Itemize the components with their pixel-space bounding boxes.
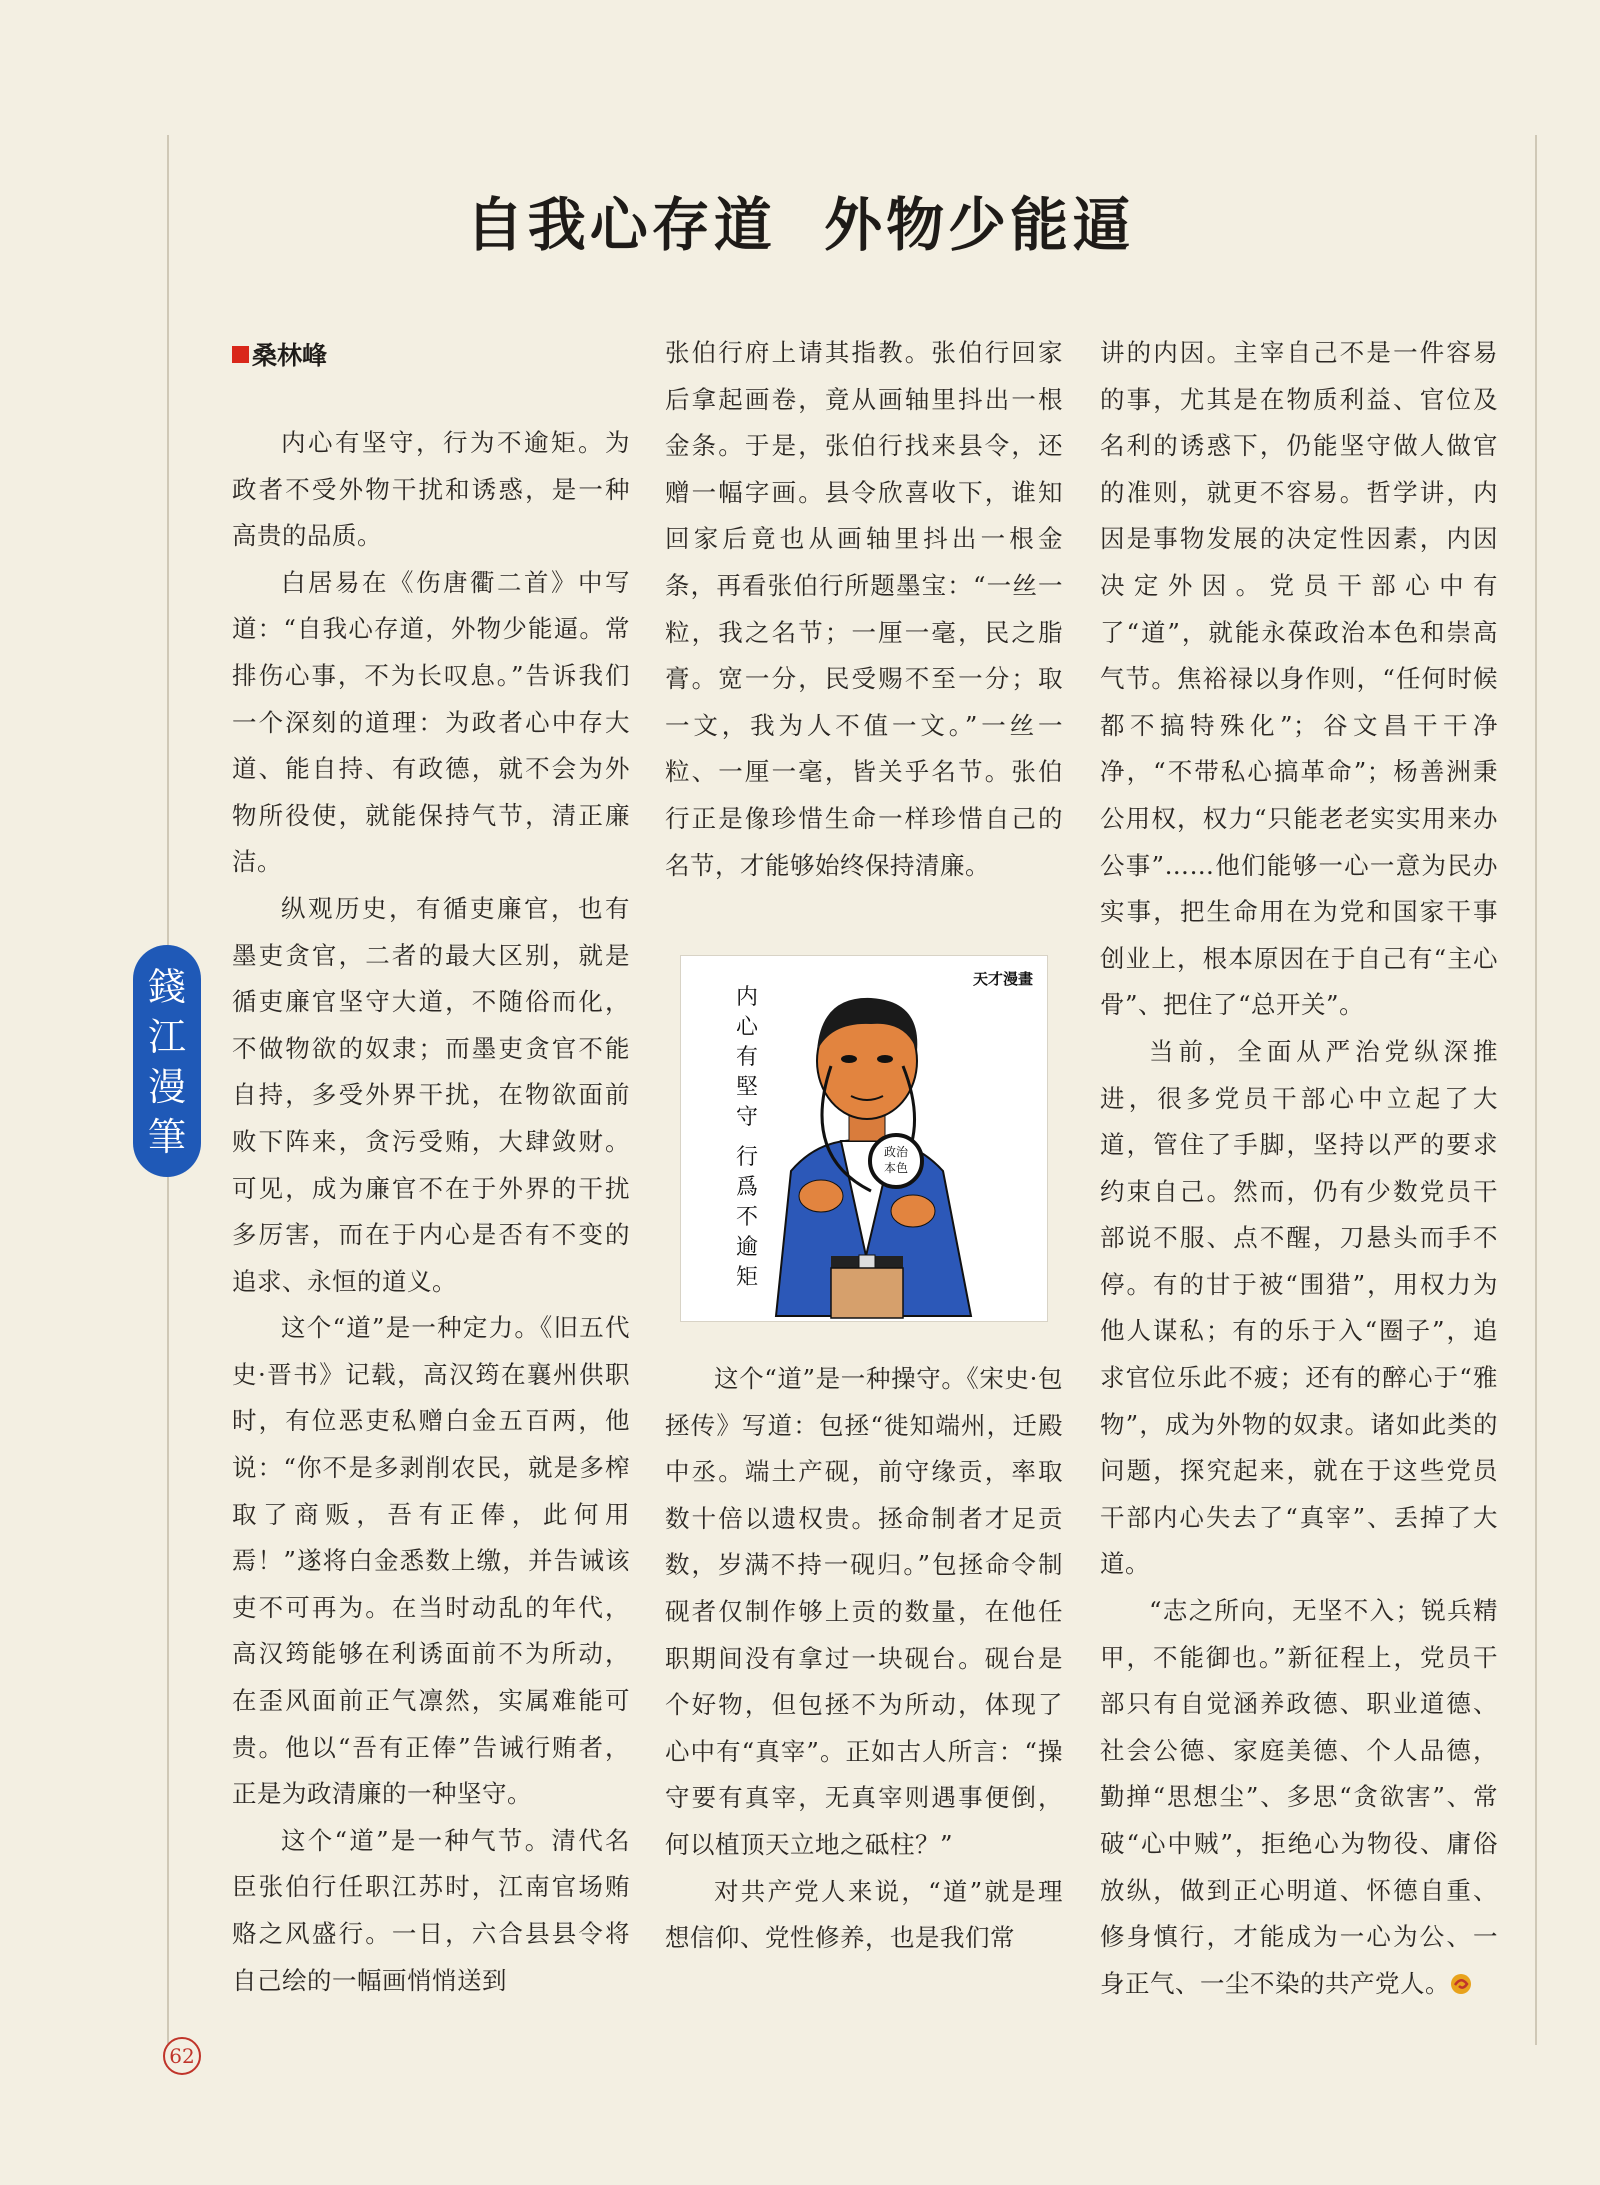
article-end-swirl-icon — [1450, 1973, 1472, 1995]
text-column-2-lower — [665, 1356, 1063, 1962]
author-name: 桑林峰 — [252, 341, 328, 370]
svg-text:内: 内 — [736, 985, 759, 1010]
paragraph: 对共产党人来说，“道”就是理想信仰、党性修养，也是我们常 — [665, 1876, 1063, 1953]
paragraph: 纵观历史，有循吏廉官，也有墨吏贪官，二者的最大区别，就是循吏廉官坚守大道，不随俗而化，不做物欲的奴隶；而墨吏贪官不能自持，多受外界干扰，在物欲面前败下阵来，贪污受贿，大肆敛财。可见，成为廉官不在于外界的干扰多厉害，而在于内心是否有不变的追求、永恒的道义。 — [232, 893, 630, 1296]
paragraph-text: “志之所向，无坚不入；锐兵精甲，不能御也。”新征程上，党员干部只有自觉涵养政德、职业道德、社会公德、家庭美德、个人品德，勤掸“思想尘”、多思“贪欲害”、常破“心中贼”，拒绝心为物役、庸俗放纵，做到正心明道、怀德自重、修身慎行，才能成为一心为公、一身正气、一尘不染的共产党人。 — [1100, 1596, 1498, 1998]
paragraph: 这个“道”是一种气节。清代名臣张伯行任职江苏时，江南官场贿赂之风盛行。一日，六合县县令将自己绘的一幅画悄悄送到 — [232, 1825, 630, 1995]
paragraph: 这个“道”是一种操守。《宋史·包拯传》写道：包拯“徙知端州，迁殿中丞。端土产砚，前守缘贡，率取数十倍以遗权贵。拯命制者才足贡数，岁满不持一砚归。”包拯命令制砚者仅制作够上贡的数量，在他任职期间没有拿过一块砚台。砚台是个好物，但包拯不为所动，体现了心中有“真宰”。正如古人所言：“操守要有真宰，无真宰则遇事便倒，何以植顶天立地之砥柱？” — [665, 1364, 1063, 1859]
cartoon-credit: 天才漫畫 — [972, 970, 1033, 988]
column-logo-seal — [133, 945, 201, 1177]
svg-text:行: 行 — [736, 1145, 759, 1170]
cartoon-official-stethoscope-icon — [681, 956, 1047, 1321]
svg-text:堅: 堅 — [736, 1075, 759, 1100]
article-title: 自我心存道 外物少能逼 — [465, 191, 1135, 259]
text-column-3 — [1100, 330, 1498, 2007]
svg-text:爲: 爲 — [736, 1175, 759, 1200]
author-byline — [232, 336, 327, 372]
paragraph: 白居易在《伤唐衢二首》中写道：“自我心存道，外物少能逼。常排伤心事，不为长叹息。”告诉我们一个深刻的道理：为政者心中存大道、能自持、有政德，就不会为外物所役使，就能保持气节，清正廉洁。 — [232, 567, 630, 877]
paragraph: 当前，全面从严治党纵深推进，很多党员干部心中立起了大道，管住了手脚，坚持以严的要求约束自己。然而，仍有少数党员干部说不服、点不醒，刀悬头而手不停。有的甘于被“围猎”，用权力为他人谋私；有的乐于入“圈子”，追求官位乐此不疲；还有的醉心于“雅物”，成为外物的奴隶。诸如此类的问题，探究起来，就在于这些党员干部内心失去了“真宰”、丢掉了大道。 — [1100, 1036, 1498, 1579]
svg-text:江: 江 — [147, 1015, 187, 1059]
page-number: 62 — [163, 2037, 201, 2075]
paragraph: 张伯行府上请其指教。张伯行回家后拿起画卷，竟从画轴里抖出一根金条。于是，张伯行找来县令，还赠一幅字画。县令欣喜收下，谁知回家后竟也从画轴里抖出一根金条，再看张伯行所题墨宝：“一丝一粒，我之名节；一厘一毫，民之脂膏。宽一分，民受赐不至一分；取一文，我为人不值一文。”一丝一粒、一厘一毫，皆关乎名节。张伯行正是像珍惜生命一样珍惜自己的名节，才能够始终保持清廉。 — [665, 338, 1063, 880]
paragraph — [1100, 1588, 1498, 2007]
svg-text:不: 不 — [736, 1205, 759, 1230]
svg-text:政治: 政治 — [883, 1145, 909, 1159]
text-column-2 — [665, 330, 1063, 889]
svg-text:錢: 錢 — [147, 965, 187, 1009]
svg-text:矩: 矩 — [736, 1265, 759, 1290]
paragraph: 这个“道”是一种定力。《旧五代史·晋书》记载，高汉筠在襄州供职时，有位恶吏私赠白金五百两，他说：“你不是多剥削农民，就是多榨取了商贩，吾有正俸，此何用焉！”遂将白金悉数上缴，并告诫该吏不可再为。在当时动乱的年代，高汉筠能够在利诱面前不为所动，在歪风面前正气凛然，实属难能可贵。他以“吾有正俸”告诫行贿者，正是为政清廉的一种坚守。 — [232, 1313, 630, 1809]
paragraph: 讲的内因。主宰自己不是一件容易的事，尤其是在物质利益、官位及名利的诱惑下，仍能坚守做人做官的准则，就更不容易。哲学讲，内因是事物发展的决定性因素，内因决定外因。党员干部心中有了“道”，就能永葆政治本色和崇高气节。焦裕禄以身作则，“任何时候都不搞特殊化”；谷文昌干干净净，“不带私心搞革命”；杨善洲秉公用权，权力“只能老老实实用来办公事”……他们能够一心一意为民办实事，把生命用在为党和国家干事创业上，根本原因在于自己有“主心骨”、把住了“总开关”。 — [1100, 338, 1498, 1020]
svg-text:心: 心 — [736, 1015, 759, 1040]
svg-text:有: 有 — [736, 1045, 759, 1070]
red-square-icon — [232, 346, 249, 363]
svg-text:漫: 漫 — [147, 1065, 187, 1109]
svg-text:筆: 筆 — [147, 1115, 187, 1159]
column-logo-calligraphy-icon — [133, 955, 201, 1170]
paragraph: 内心有坚守，行为不逾矩。为政者不受外物干扰和诱惑，是一种高贵的品质。 — [232, 428, 630, 551]
svg-text:逾: 逾 — [736, 1235, 759, 1260]
svg-text:本色: 本色 — [883, 1161, 909, 1175]
svg-text:守: 守 — [736, 1105, 759, 1130]
right-margin-rule — [1535, 135, 1537, 2045]
text-column-1 — [232, 420, 630, 2004]
cartoon-illustration — [680, 955, 1048, 1322]
